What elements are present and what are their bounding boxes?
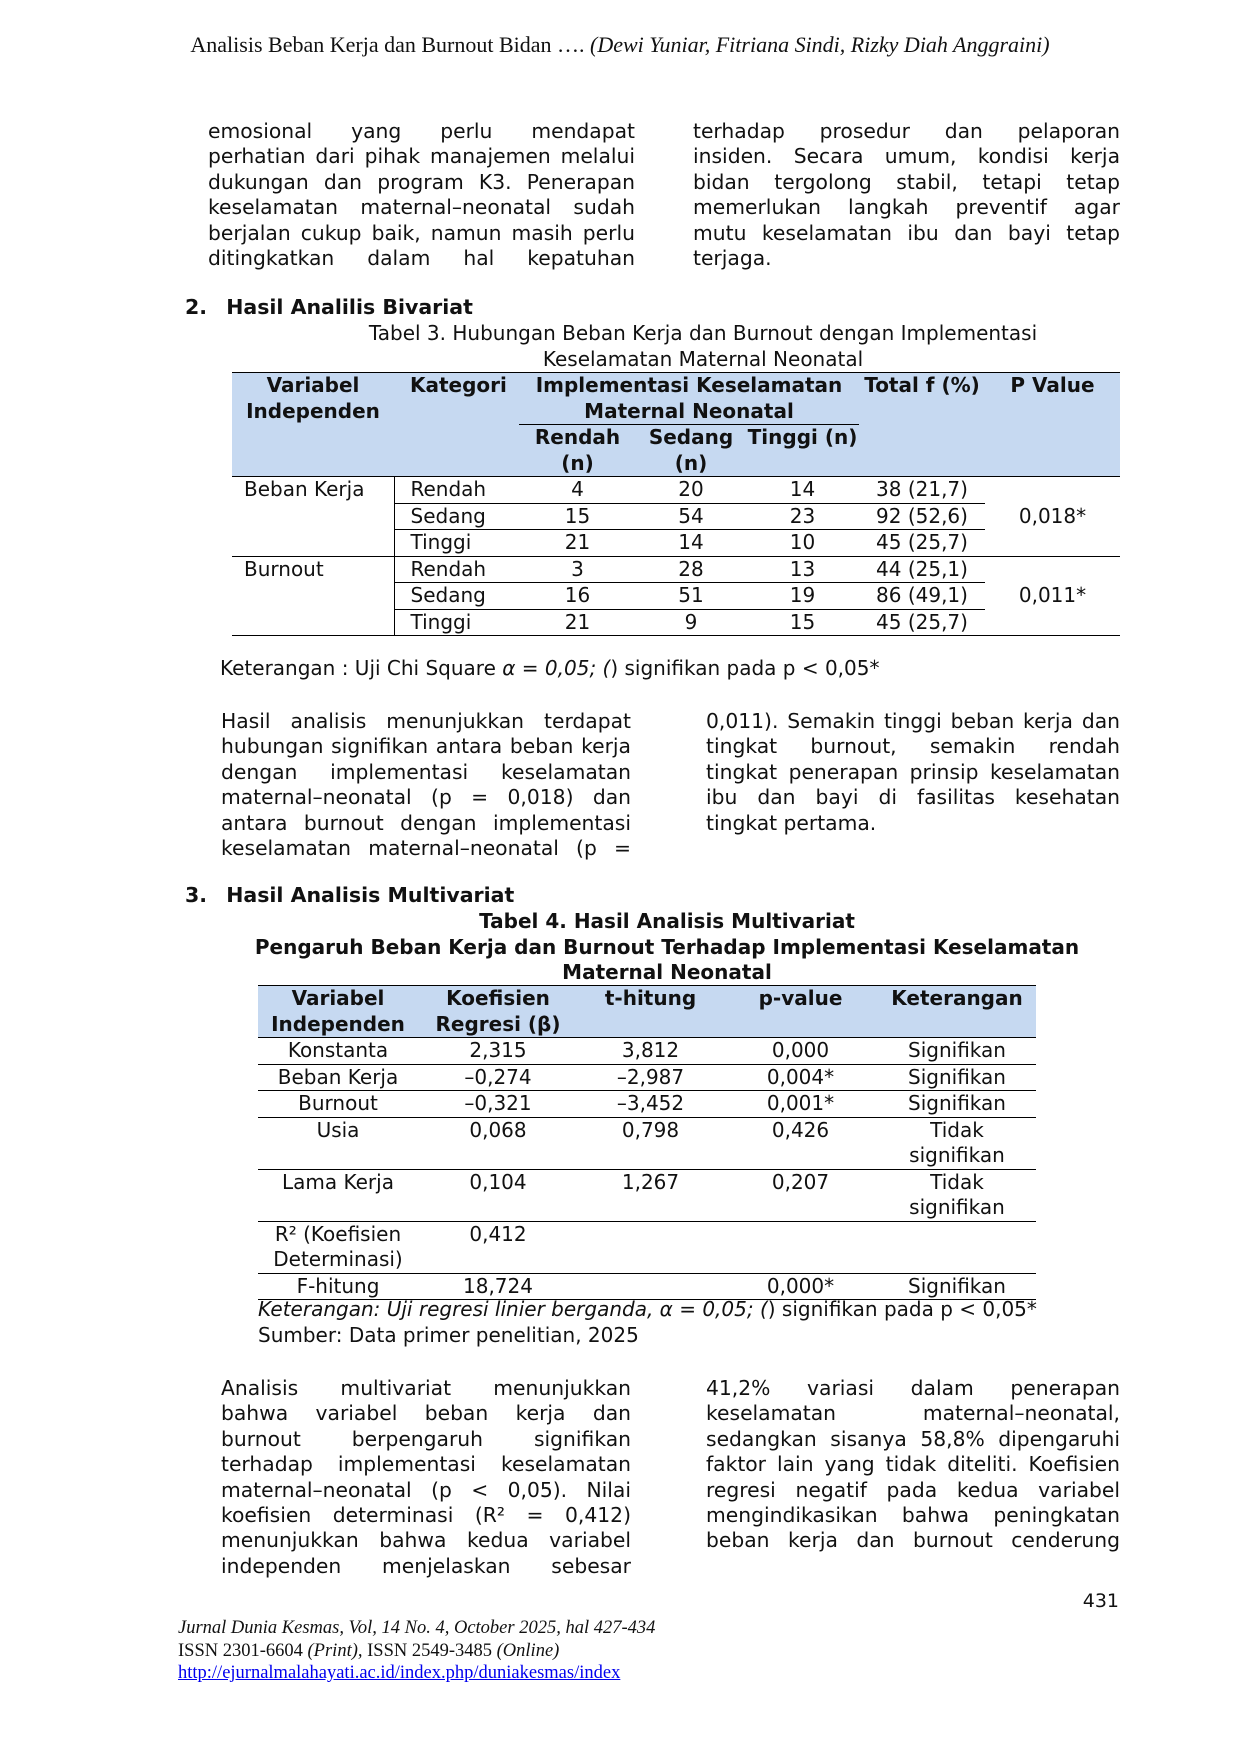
kategori-cell: Sedang: [394, 503, 519, 530]
koefisien-cell: 0,104: [418, 1169, 578, 1221]
total-cell: 44 (25,1): [859, 556, 985, 583]
table4-caption: [232, 909, 1102, 986]
note-text: Keterangan : Uji Chi Square: [220, 656, 503, 680]
para1-right: [693, 119, 1120, 271]
koefisien-cell: 2,315: [418, 1038, 578, 1065]
text-line: antara burnout dengan implementasi: [221, 810, 631, 835]
p-value-cell: 0,004*: [723, 1064, 878, 1091]
koefisien-cell: 18,724: [418, 1273, 578, 1300]
table3-caption: [330, 321, 1076, 372]
text-line: 0,011). Semakin tinggi beban kerja dan: [706, 709, 1120, 733]
rendah-cell: 21: [519, 609, 636, 636]
issn-print-label: (Print),: [307, 1640, 363, 1661]
issn-online: ISSN 2549-3485: [362, 1640, 497, 1661]
sedang-cell: 54: [636, 503, 746, 530]
rendah-cell: 16: [519, 583, 636, 610]
total-cell: 86 (49,1): [859, 583, 985, 610]
col-header-p-value: P Value: [985, 373, 1120, 477]
para2-left: [221, 709, 631, 861]
keterangan-cell: Tidak signifikan: [878, 1117, 1036, 1169]
text-line: regresi negatif pada kedua variabel: [706, 1477, 1120, 1502]
text-line: berjalan cukup baik, namun masih perlu: [208, 220, 635, 245]
rendah-cell: 15: [519, 503, 636, 530]
rendah-cell: 4: [519, 477, 636, 504]
sedang-cell: 20: [636, 477, 746, 504]
col-header-p-value: p-value: [723, 986, 878, 1038]
table-row: [258, 1169, 1036, 1221]
keterangan-cell: [878, 1221, 1036, 1273]
table-row: [232, 477, 1120, 504]
variabel-cell: Lama Kerja: [258, 1169, 418, 1221]
variabel-cell: Konstanta: [258, 1038, 418, 1065]
para3-right: [706, 1376, 1120, 1554]
issn-print: ISSN 2301-6604: [178, 1640, 308, 1661]
text-line: tingkat burnout, semakin rendah: [706, 734, 1120, 759]
header-title: Analisis Beban Kerja dan Burnout Bidan ….: [190, 32, 585, 57]
sedang-cell: 28: [636, 556, 746, 583]
text-line: koefisien determinasi (R² = 0,412): [221, 1503, 631, 1528]
sedang-cell: 51: [636, 583, 746, 610]
text-line: dengan implementasi keselamatan: [221, 759, 631, 784]
koefisien-cell: –0,321: [418, 1091, 578, 1118]
journal-url-link[interactable]: http://ejurnalmalahayati.ac.id/index.php/duniakesmas/index: [178, 1663, 621, 1683]
koefisien-cell: 0,412: [418, 1221, 578, 1273]
text-line: insiden. Secara umum, kondisi kerja: [693, 144, 1120, 169]
variabel-cell: Beban Kerja: [258, 1064, 418, 1091]
caption-line: Maternal Neonatal: [562, 960, 772, 984]
text-line: ditingkatkan dalam hal kepatuhan: [208, 246, 635, 271]
col-header-implementasi: Implementasi Keselamatan Maternal Neonatal: [519, 373, 859, 425]
tinggi-cell: 23: [746, 503, 859, 530]
total-cell: 45 (25,7): [859, 530, 985, 557]
rendah-cell: 3: [519, 556, 636, 583]
journal-footer: [178, 1617, 655, 1685]
text-line: menunjukkan bahwa kedua variabel: [221, 1528, 631, 1553]
col-header-keterangan: Keterangan: [878, 986, 1036, 1038]
table3-group-beban-kerja: [232, 477, 1120, 557]
keterangan-cell: Signifikan: [878, 1064, 1036, 1091]
caption-line: Keselamatan Maternal Neonatal: [542, 346, 864, 371]
text-line: tingkat pertama.: [706, 810, 877, 835]
note-text: ) signifikan pada p < 0,05*: [610, 656, 880, 680]
note-text: Keterangan: Uji regresi linier berganda, α = 0,05; (: [258, 1297, 768, 1321]
variabel-cell: F-hitung: [258, 1273, 418, 1300]
text-line: keselamatan maternal–neonatal sudah: [208, 195, 635, 220]
table-row: [258, 1091, 1036, 1118]
variabel-cell: Usia: [258, 1117, 418, 1169]
text-line: keselamatan maternal–neonatal (p =: [221, 836, 631, 861]
col-header-kategori: Kategori: [394, 373, 519, 477]
text-line: bahwa variabel beban kerja dan: [221, 1401, 631, 1426]
tinggi-cell: 10: [746, 530, 859, 557]
col-header-variabel: Variabel Independen: [232, 373, 394, 477]
text-line: mutu keselamatan ibu dan bayi tetap: [693, 220, 1120, 245]
koefisien-cell: 0,068: [418, 1117, 578, 1169]
text-line: maternal–neonatal (p < 0,05). Nilai: [221, 1477, 631, 1502]
t-hitung-cell: –3,452: [578, 1091, 723, 1118]
issn-online-label: (Online): [496, 1640, 560, 1661]
t-hitung-cell: [578, 1221, 723, 1273]
p-value-cell: 0,207: [723, 1169, 878, 1221]
col-header-koefisien: Koefisien Regresi (β): [418, 986, 578, 1038]
text-line: terhadap prosedur dan pelaporan: [693, 119, 1120, 143]
col-header-t-hitung: t-hitung: [578, 986, 723, 1038]
text-line: Analisis multivariat menunjukkan: [221, 1376, 631, 1400]
table-row: [232, 556, 1120, 583]
total-cell: 45 (25,7): [859, 609, 985, 636]
tinggi-cell: 14: [746, 477, 859, 504]
table-row: [258, 1221, 1036, 1273]
text-line: sedangkan sisanya 58,8% dipengaruhi: [706, 1426, 1120, 1451]
tinggi-cell: 13: [746, 556, 859, 583]
text-line: keselamatan maternal–neonatal,: [706, 1401, 1120, 1426]
sedang-cell: 9: [636, 609, 746, 636]
t-hitung-cell: –2,987: [578, 1064, 723, 1091]
text-line: tingkat penerapan prinsip keselamatan: [706, 759, 1120, 784]
p-value-cell: 0,000: [723, 1038, 878, 1065]
text-line: emosional yang perlu mendapat: [208, 119, 635, 143]
koefisien-cell: –0,274: [418, 1064, 578, 1091]
kategori-cell: Tinggi: [394, 609, 519, 636]
col-header-total: Total f (%): [859, 373, 985, 477]
text-line: 41,2% variasi dalam penerapan: [706, 1376, 1120, 1400]
p-value-cell: [723, 1221, 878, 1273]
total-cell: 92 (52,6): [859, 503, 985, 530]
note-alpha: α = 0,05; (: [502, 656, 611, 680]
caption-line: Tabel 3. Hubungan Beban Kerja dan Burnout dengan Implementasi: [368, 321, 1038, 345]
t-hitung-cell: 0,798: [578, 1117, 723, 1169]
para1-left: [208, 119, 635, 271]
group-label: Beban Kerja: [232, 477, 394, 557]
text-line: dukungan dan program K3. Penerapan: [208, 169, 635, 194]
keterangan-cell: Signifikan: [878, 1091, 1036, 1118]
text-line: mengindikasikan bahwa peningkatan: [706, 1503, 1120, 1528]
page-number: 431: [1082, 1590, 1119, 1612]
p-value-cell: 0,000*: [723, 1273, 878, 1300]
para2-right: [706, 709, 1120, 836]
group-label: Burnout: [232, 556, 394, 636]
text-line: ibu dan bayi di fasilitas kesehatan: [706, 785, 1120, 810]
p-value-cell: 0,426: [723, 1117, 878, 1169]
p-value-cell: 0,011*: [985, 556, 1120, 636]
table4-source: Sumber: Data primer penelitian, 2025: [258, 1322, 639, 1347]
table3-group-burnout: [232, 556, 1120, 636]
table-row: [258, 1064, 1036, 1091]
text-line: beban kerja dan burnout cenderung: [706, 1528, 1120, 1553]
keterangan-cell: Signifikan: [878, 1038, 1036, 1065]
col-header-variabel: Variabel Independen: [258, 986, 418, 1038]
section-heading-2: [185, 295, 473, 319]
tinggi-cell: 19: [746, 583, 859, 610]
para3-left: [221, 1376, 631, 1579]
section-number: 2.: [185, 295, 208, 319]
keterangan-cell: Signifikan: [878, 1273, 1036, 1300]
keterangan-cell: Tidak signifikan: [878, 1169, 1036, 1221]
tinggi-cell: 15: [746, 609, 859, 636]
table4-note: [258, 1297, 1037, 1348]
col-header-tinggi: Tinggi (n): [747, 425, 858, 449]
p-value-cell: 0,001*: [723, 1091, 878, 1118]
table3: [232, 372, 1120, 636]
text-line: hubungan signifikan antara beban kerja: [221, 734, 631, 759]
table-row: [258, 1273, 1036, 1300]
caption-line: Pengaruh Beban Kerja dan Burnout Terhadap Implementasi Keselamatan: [254, 934, 1080, 959]
section-number: 3.: [185, 883, 208, 907]
running-header: [0, 32, 1240, 58]
rendah-cell: 21: [519, 530, 636, 557]
text-line: Hasil analisis menunjukkan terdapat: [221, 709, 631, 733]
col-header-rendah: Rendah (n): [534, 425, 621, 475]
note-text: ) signifikan pada p < 0,05*: [767, 1297, 1037, 1321]
kategori-cell: Tinggi: [394, 530, 519, 557]
total-cell: 38 (21,7): [859, 477, 985, 504]
t-hitung-cell: [578, 1273, 723, 1300]
table4: [258, 985, 1036, 1300]
text-line: terhadap implementasi keselamatan: [221, 1452, 631, 1477]
p-value-cell: 0,018*: [985, 477, 1120, 557]
sedang-cell: 14: [636, 530, 746, 557]
table-row: [258, 1117, 1036, 1169]
table-row: [258, 1038, 1036, 1065]
section-title: Hasil Analisis Multivariat: [226, 883, 515, 907]
text-line: memerlukan langkah preventif agar: [693, 195, 1120, 220]
kategori-cell: Rendah: [394, 556, 519, 583]
text-line: terjaga.: [693, 246, 772, 271]
caption-line: Tabel 4. Hasil Analisis Multivariat: [479, 909, 855, 933]
t-hitung-cell: 1,267: [578, 1169, 723, 1221]
section-heading-3: [185, 883, 514, 907]
section-title: Hasil Analilis Bivariat: [226, 295, 473, 319]
text-line: maternal–neonatal (p = 0,018) dan: [221, 785, 631, 810]
variabel-cell: R² (Koefisien Determinasi): [258, 1221, 418, 1273]
text-line: faktor lain yang tidak diteliti. Koefisien: [706, 1452, 1120, 1477]
header-authors: (Dewi Yuniar, Fitriana Sindi, Rizky Diah Anggraini): [590, 32, 1050, 57]
variabel-cell: Burnout: [258, 1091, 418, 1118]
t-hitung-cell: 3,812: [578, 1038, 723, 1065]
table3-note: [220, 656, 879, 682]
kategori-cell: Sedang: [394, 583, 519, 610]
text-line: bidan tergolong stabil, tetapi tetap: [693, 169, 1120, 194]
text-line: perhatian dari pihak manajemen melalui: [208, 144, 635, 169]
kategori-cell: Rendah: [394, 477, 519, 504]
text-line: burnout berpengaruh signifikan: [221, 1426, 631, 1451]
text-line: independen menjelaskan sebesar: [221, 1553, 631, 1578]
journal-citation: Jurnal Dunia Kesmas, Vol, 14 No. 4, October 2025, hal 427-434: [178, 1618, 656, 1638]
col-header-sedang: Sedang (n): [648, 425, 734, 475]
